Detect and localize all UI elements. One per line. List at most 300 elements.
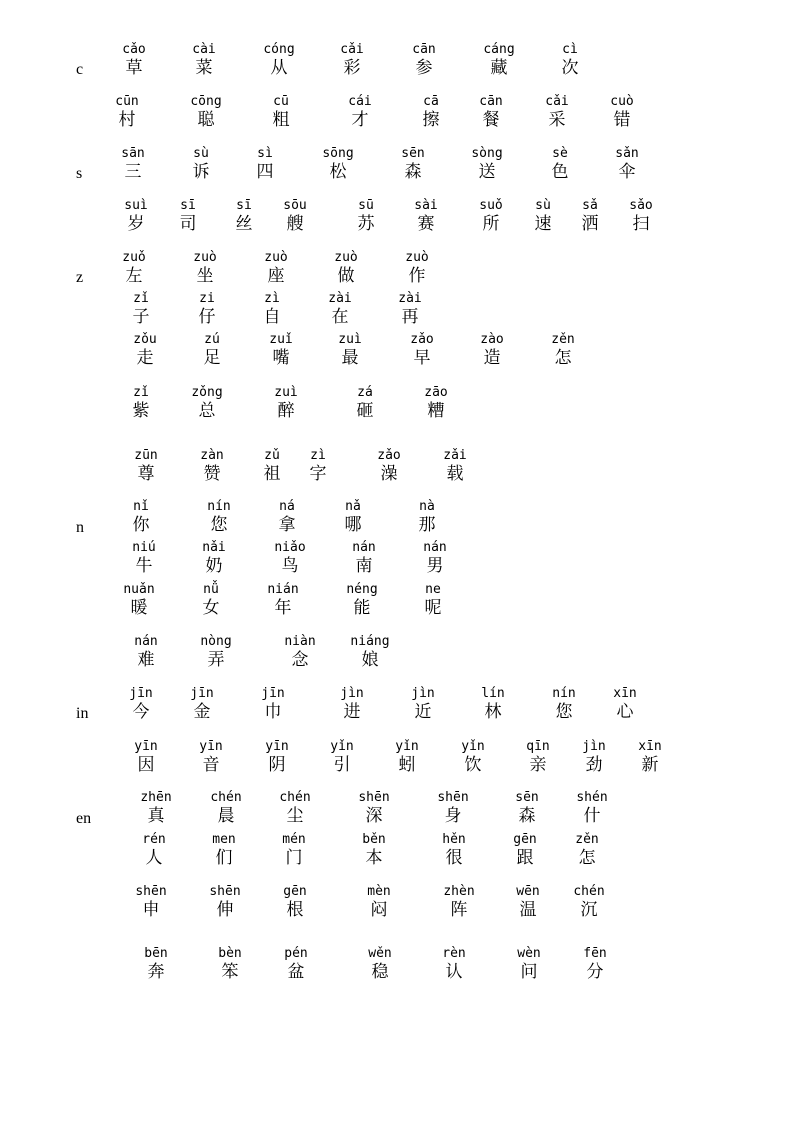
hanzi: 闷 <box>370 900 388 920</box>
hanzi: 餐 <box>482 110 500 130</box>
hanzi: 女 <box>202 598 220 618</box>
hanzi: 紫 <box>132 401 150 421</box>
hanzi: 再 <box>401 307 419 327</box>
character-cell <box>447 146 527 182</box>
pinyin: běn <box>362 832 386 847</box>
character-cell <box>233 686 313 722</box>
character-cell <box>300 291 380 327</box>
pinyin: sù <box>535 198 551 213</box>
character-cell <box>414 832 494 868</box>
hanzi: 走 <box>136 348 154 368</box>
hanzi: 本 <box>365 848 383 868</box>
hanzi: 坐 <box>196 266 214 286</box>
hanzi: 字 <box>309 464 327 484</box>
pinyin: bèn <box>218 946 242 961</box>
hanzi: 哪 <box>344 515 362 535</box>
character-cell <box>167 385 247 421</box>
hanzi: 足 <box>203 348 221 368</box>
hanzi: 蚓 <box>398 755 416 775</box>
hanzi: 村 <box>118 110 136 130</box>
pinyin: fēn <box>583 946 607 961</box>
pinyin: yǐn <box>330 739 354 754</box>
hanzi: 您 <box>210 515 228 535</box>
section-label: z <box>76 269 84 286</box>
pinyin: jìn <box>582 739 606 754</box>
hanzi: 作 <box>408 266 426 286</box>
hanzi: 座 <box>267 266 285 286</box>
section-label: s <box>76 165 83 182</box>
pinyin: néng <box>346 582 378 597</box>
hanzi: 晨 <box>217 806 235 826</box>
pinyin: zuò <box>264 250 288 265</box>
hanzi: 真 <box>147 806 165 826</box>
hanzi: 艘 <box>286 214 304 234</box>
pinyin: sī <box>180 198 196 213</box>
pinyin: jìn <box>340 686 364 701</box>
hanzi: 左 <box>125 266 143 286</box>
character-cell <box>111 884 191 920</box>
hanzi: 怎 <box>554 348 572 368</box>
hanzi: 门 <box>285 848 303 868</box>
character-cell <box>310 332 390 368</box>
character-cell <box>164 42 244 78</box>
character-cell <box>99 582 179 618</box>
character-cell <box>162 686 242 722</box>
hanzi: 认 <box>445 962 463 982</box>
character-cell <box>312 686 392 722</box>
pinyin: ná <box>279 499 295 514</box>
character-cell <box>452 332 532 368</box>
pinyin: jīn <box>190 686 214 701</box>
pinyin: pén <box>284 946 308 961</box>
pinyin: zuò <box>193 250 217 265</box>
hanzi: 呢 <box>424 598 442 618</box>
pinyin: zěn <box>551 332 575 347</box>
pinyin: nán <box>423 540 447 555</box>
pinyin: xīn <box>638 739 662 754</box>
hanzi: 亲 <box>529 755 547 775</box>
pinyin: nà <box>419 499 435 514</box>
character-cell <box>241 94 321 130</box>
hanzi: 岁 <box>127 214 145 234</box>
hanzi: 伸 <box>216 900 234 920</box>
pinyin: cǎi <box>545 94 569 109</box>
character-cell <box>523 332 603 368</box>
character-cell <box>246 385 326 421</box>
hanzi: 才 <box>351 110 369 130</box>
pinyin: cān <box>412 42 436 57</box>
pinyin: yǐn <box>461 739 485 754</box>
hanzi: 司 <box>179 214 197 234</box>
hanzi: 心 <box>616 702 634 722</box>
hanzi: 阴 <box>268 755 286 775</box>
character-cell <box>549 884 629 920</box>
pinyin: cū <box>273 94 289 109</box>
pinyin: sǎn <box>615 146 639 161</box>
character-cell <box>312 42 392 78</box>
pinyin: zuò <box>334 250 358 265</box>
hanzi: 祖 <box>263 464 281 484</box>
pinyin: nán <box>134 634 158 649</box>
character-cell <box>256 946 336 982</box>
pinyin: nòng <box>200 634 232 649</box>
character-cell <box>101 499 181 535</box>
hanzi: 森 <box>518 806 536 826</box>
hanzi: 能 <box>353 598 371 618</box>
pinyin: shēn <box>209 884 241 899</box>
character-cell <box>340 946 420 982</box>
pinyin: yīn <box>199 739 223 754</box>
character-cell <box>396 385 476 421</box>
pinyin: zài <box>328 291 352 306</box>
hanzi: 尊 <box>137 464 155 484</box>
character-cell <box>298 146 378 182</box>
pinyin: zuǐ <box>269 332 293 347</box>
character-cell <box>334 790 414 826</box>
hanzi: 采 <box>548 110 566 130</box>
pinyin: shēn <box>437 790 469 805</box>
hanzi: 深 <box>365 806 383 826</box>
hanzi: 弄 <box>207 650 225 670</box>
pinyin: sǎo <box>629 198 653 213</box>
pinyin: shén <box>576 790 608 805</box>
pinyin: zá <box>357 385 373 400</box>
pinyin: cài <box>192 42 216 57</box>
hanzi: 扫 <box>632 214 650 234</box>
section-label: in <box>76 705 89 722</box>
pinyin: zǒu <box>133 332 157 347</box>
hanzi: 参 <box>415 58 433 78</box>
character-cell <box>383 686 463 722</box>
character-cell <box>166 94 246 130</box>
pinyin: zú <box>204 332 220 347</box>
hanzi: 那 <box>418 515 436 535</box>
pinyin: lín <box>481 686 505 701</box>
pinyin: sēn <box>515 790 539 805</box>
pinyin: cǎi <box>340 42 364 57</box>
hanzi: 问 <box>520 962 538 982</box>
character-cell <box>370 291 450 327</box>
character-cell <box>254 832 334 868</box>
hanzi: 阵 <box>450 900 468 920</box>
character-cell <box>334 832 414 868</box>
pinyin: yīn <box>265 739 289 754</box>
character-cell <box>382 332 462 368</box>
character-cell <box>184 832 264 868</box>
pinyin: cáng <box>483 42 515 57</box>
pinyin: zěn <box>575 832 599 847</box>
pinyin: wèn <box>517 946 541 961</box>
character-cell <box>325 385 405 421</box>
pinyin: cái <box>348 94 372 109</box>
pinyin: nián <box>267 582 299 597</box>
pinyin: shēn <box>358 790 390 805</box>
character-cell <box>552 790 632 826</box>
pinyin: sè <box>552 146 568 161</box>
hanzi: 今 <box>132 702 150 722</box>
hanzi: 音 <box>202 755 220 775</box>
pinyin: cōng <box>190 94 222 109</box>
pinyin: chén <box>573 884 605 899</box>
hanzi: 沉 <box>580 900 598 920</box>
pinyin: sù <box>193 146 209 161</box>
character-cell <box>174 540 254 576</box>
character-cell <box>395 540 475 576</box>
hanzi: 鸟 <box>281 556 299 576</box>
character-cell <box>250 540 330 576</box>
pinyin: zǒng <box>191 385 223 400</box>
character-cell <box>116 946 196 982</box>
pinyin: zào <box>480 332 504 347</box>
character-cell <box>313 499 393 535</box>
pinyin: sòng <box>471 146 503 161</box>
hanzi: 自 <box>263 307 281 327</box>
hanzi: 早 <box>413 348 431 368</box>
pinyin: nǚ <box>203 582 219 597</box>
hanzi: 草 <box>125 58 143 78</box>
character-cell <box>322 582 402 618</box>
character-cell <box>260 634 340 670</box>
hanzi: 森 <box>404 162 422 182</box>
pinyin: nán <box>352 540 376 555</box>
hanzi: 藏 <box>490 58 508 78</box>
pinyin: cā <box>423 94 439 109</box>
pinyin: sū <box>358 198 374 213</box>
pinyin: zì <box>310 448 326 463</box>
pinyin: niǎo <box>274 540 306 555</box>
pinyin: niáng <box>350 634 390 649</box>
hanzi: 饮 <box>464 755 482 775</box>
pinyin: sǎ <box>582 198 598 213</box>
hanzi: 金 <box>193 702 211 722</box>
hanzi: 诉 <box>192 162 210 182</box>
pinyin: mèn <box>367 884 391 899</box>
hanzi: 松 <box>329 162 347 182</box>
character-cell <box>104 540 184 576</box>
pinyin: xīn <box>613 686 637 701</box>
character-cell <box>582 94 662 130</box>
hanzi: 载 <box>446 464 464 484</box>
character-cell <box>547 832 627 868</box>
character-cell <box>555 946 635 982</box>
pinyin: cān <box>479 94 503 109</box>
hanzi: 次 <box>561 58 579 78</box>
character-cell <box>171 582 251 618</box>
character-cell <box>393 582 473 618</box>
section-label: n <box>76 519 84 536</box>
pinyin: shēn <box>135 884 167 899</box>
hanzi: 三 <box>124 162 142 182</box>
character-cell <box>453 686 533 722</box>
pinyin: sōng <box>322 146 354 161</box>
pinyin: ne <box>425 582 441 597</box>
hanzi: 洒 <box>581 214 599 234</box>
hanzi: 笨 <box>221 962 239 982</box>
hanzi: 速 <box>534 214 552 234</box>
character-cell <box>414 946 494 982</box>
character-cell <box>278 448 358 484</box>
pinyin: sān <box>121 146 145 161</box>
hanzi: 引 <box>333 755 351 775</box>
hanzi: 盆 <box>287 962 305 982</box>
hanzi: 送 <box>478 162 496 182</box>
character-cell <box>172 332 252 368</box>
pinyin: jìn <box>411 686 435 701</box>
character-cell <box>225 146 305 182</box>
hanzi: 所 <box>482 214 500 234</box>
pinyin: zhēn <box>140 790 172 805</box>
hanzi: 什 <box>583 806 601 826</box>
hanzi: 聪 <box>197 110 215 130</box>
hanzi: 色 <box>551 162 569 182</box>
hanzi: 赛 <box>417 214 435 234</box>
section-label: c <box>76 61 84 78</box>
pinyin: mén <box>282 832 306 847</box>
character-cell <box>106 634 186 670</box>
pinyin: wēn <box>516 884 540 899</box>
pinyin: zǐ <box>133 291 149 306</box>
character-cell <box>176 634 256 670</box>
character-cell <box>320 94 400 130</box>
pinyin: jīn <box>261 686 285 701</box>
pinyin: nín <box>207 499 231 514</box>
pinyin: zàn <box>200 448 224 463</box>
hanzi: 糟 <box>427 401 445 421</box>
hanzi: 砸 <box>356 401 374 421</box>
pinyin: zài <box>398 291 422 306</box>
pinyin: chén <box>279 790 311 805</box>
hanzi: 很 <box>445 848 463 868</box>
hanzi: 新 <box>641 755 659 775</box>
hanzi: 做 <box>337 266 355 286</box>
pinyin: zuǒ <box>122 250 146 265</box>
pinyin: gēn <box>513 832 537 847</box>
character-cell <box>87 94 167 130</box>
character-cell <box>339 884 419 920</box>
character-cell <box>601 198 681 234</box>
character-cell <box>373 146 453 182</box>
pinyin: nuǎn <box>123 582 155 597</box>
pinyin: zūn <box>134 448 158 463</box>
pinyin: nín <box>552 686 576 701</box>
hanzi: 拿 <box>278 515 296 535</box>
hanzi: 菜 <box>195 58 213 78</box>
pinyin: sài <box>414 198 438 213</box>
pinyin: wěn <box>368 946 392 961</box>
pinyin: yīn <box>134 739 158 754</box>
hanzi: 丝 <box>235 214 253 234</box>
hanzi: 你 <box>132 515 150 535</box>
character-cell <box>243 582 323 618</box>
pinyin: zǎo <box>410 332 434 347</box>
hanzi: 男 <box>426 556 444 576</box>
hanzi: 温 <box>519 900 537 920</box>
pinyin: jīn <box>129 686 153 701</box>
character-cell <box>415 448 495 484</box>
character-cell <box>236 250 316 286</box>
hanzi: 苏 <box>357 214 375 234</box>
pinyin: gēn <box>283 884 307 899</box>
hanzi: 在 <box>331 307 349 327</box>
hanzi: 擦 <box>422 110 440 130</box>
character-cell <box>419 884 499 920</box>
hanzi: 最 <box>341 348 359 368</box>
hanzi: 难 <box>137 650 155 670</box>
hanzi: 劲 <box>585 755 603 775</box>
hanzi: 暖 <box>130 598 148 618</box>
hanzi: 彩 <box>343 58 361 78</box>
pinyin: zuì <box>274 385 298 400</box>
pinyin: suǒ <box>479 198 503 213</box>
hanzi: 从 <box>270 58 288 78</box>
character-cell <box>94 42 174 78</box>
pinyin: suì <box>124 198 148 213</box>
pinyin: cóng <box>263 42 295 57</box>
hanzi: 赞 <box>203 464 221 484</box>
pinyin: qīn <box>526 739 550 754</box>
character-cell <box>94 250 174 286</box>
character-cell <box>387 499 467 535</box>
hanzi: 分 <box>586 962 604 982</box>
hanzi: 年 <box>274 598 292 618</box>
hanzi: 伞 <box>618 162 636 182</box>
pinyin: yǐn <box>395 739 419 754</box>
hanzi: 怎 <box>578 848 596 868</box>
pinyin: zì <box>264 291 280 306</box>
hanzi: 嘴 <box>272 348 290 368</box>
hanzi: 近 <box>414 702 432 722</box>
hanzi: 南 <box>355 556 373 576</box>
pinyin: sī <box>236 198 252 213</box>
pinyin: cǎo <box>122 42 146 57</box>
hanzi: 总 <box>198 401 216 421</box>
character-cell <box>530 42 610 78</box>
pinyin: zhèn <box>443 884 475 899</box>
pinyin: men <box>212 832 236 847</box>
pinyin: hěn <box>442 832 466 847</box>
pinyin: nǎi <box>202 540 226 555</box>
character-cell <box>585 686 665 722</box>
section-label: en <box>76 810 92 827</box>
hanzi: 奶 <box>205 556 223 576</box>
hanzi: 四 <box>256 162 274 182</box>
character-cell <box>330 634 410 670</box>
character-cell <box>306 250 386 286</box>
character-cell <box>185 884 265 920</box>
character-cell <box>239 42 319 78</box>
pinyin: nǐ <box>133 499 149 514</box>
hanzi: 稳 <box>371 962 389 982</box>
pinyin: zǎo <box>377 448 401 463</box>
character-cell <box>186 790 266 826</box>
pinyin: zǐ <box>133 385 149 400</box>
pinyin: rén <box>142 832 166 847</box>
character-cell <box>255 790 335 826</box>
pinyin: cì <box>562 42 578 57</box>
hanzi: 造 <box>483 348 501 368</box>
hanzi: 申 <box>142 900 160 920</box>
pinyin: chén <box>210 790 242 805</box>
hanzi: 娘 <box>361 650 379 670</box>
hanzi: 您 <box>555 702 573 722</box>
hanzi: 念 <box>291 650 309 670</box>
pinyin: bēn <box>144 946 168 961</box>
pinyin: zǎi <box>443 448 467 463</box>
pinyin: niú <box>132 540 156 555</box>
pinyin: zuì <box>338 332 362 347</box>
hanzi: 仔 <box>198 307 216 327</box>
hanzi: 子 <box>132 307 150 327</box>
